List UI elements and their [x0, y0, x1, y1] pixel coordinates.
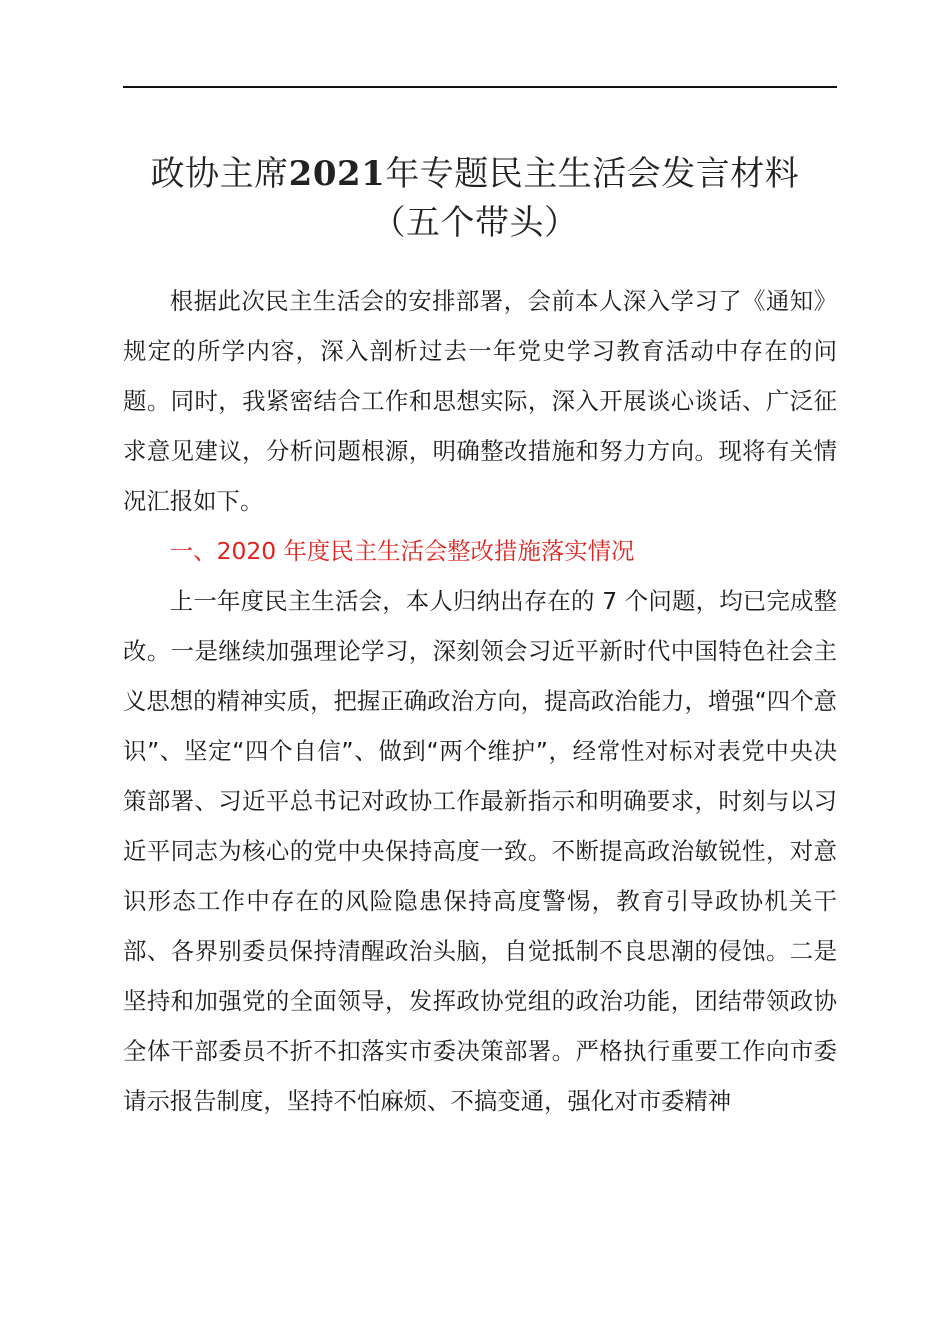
- title-year: 2021: [288, 154, 386, 194]
- intro-paragraph: 根据此次民主生活会的安排部署，会前本人深入学习了《通知》规定的所学内容，深入剖析过去一年党史学习教育活动中存在的问题。同时，我紧密结合工作和思想实际，深入开展谈心谈话、广泛征求意见建议，分析问题根源，明确整改措施和努力方向。现将有关情况汇报如下。: [123, 287, 837, 515]
- section-heading: 一、2020 年度民主生活会整改措施落实情况: [169, 537, 635, 565]
- title-suffix: 年专题民主生活会发言材料: [385, 154, 800, 194]
- header-rule: [123, 86, 837, 88]
- title-prefix: 政协主席: [150, 154, 289, 194]
- document-title: [100, 152, 850, 196]
- document-body: [123, 276, 837, 1126]
- section-paragraph: 上一年度民主生活会，本人归纳出存在的 7 个问题，均已完成整改。一是继续加强理论学习，深刻领会习近平新时代中国特色社会主义思想的精神实质，把握正确政治方向，提高政治能力，增强“四个意识”、坚定“四个自信”、做到“两个维护”，经常性对标对表党中央决策部署、习近平总书记对政协工作最新指示和明确要求，时刻与以习近平同志为核心的党中央保持高度一致。不断提高政治敏锐性，对意识形态工作中存在的风险隐患保持高度警惕，教育引导政协机关干部、各界别委员保持清醒政治头脑，自觉抵制不良思潮的侵蚀。二是坚持和加强党的全面领导，发挥政协党组的政治功能，团结带领政协全体干部委员不折不扣落实市委决策部署。严格执行重要工作向市委请示报告制度，坚持不怕麻烦、不搞变通，强化对市委精神: [123, 587, 837, 1115]
- document-subtitle: （五个带头）: [371, 203, 579, 243]
